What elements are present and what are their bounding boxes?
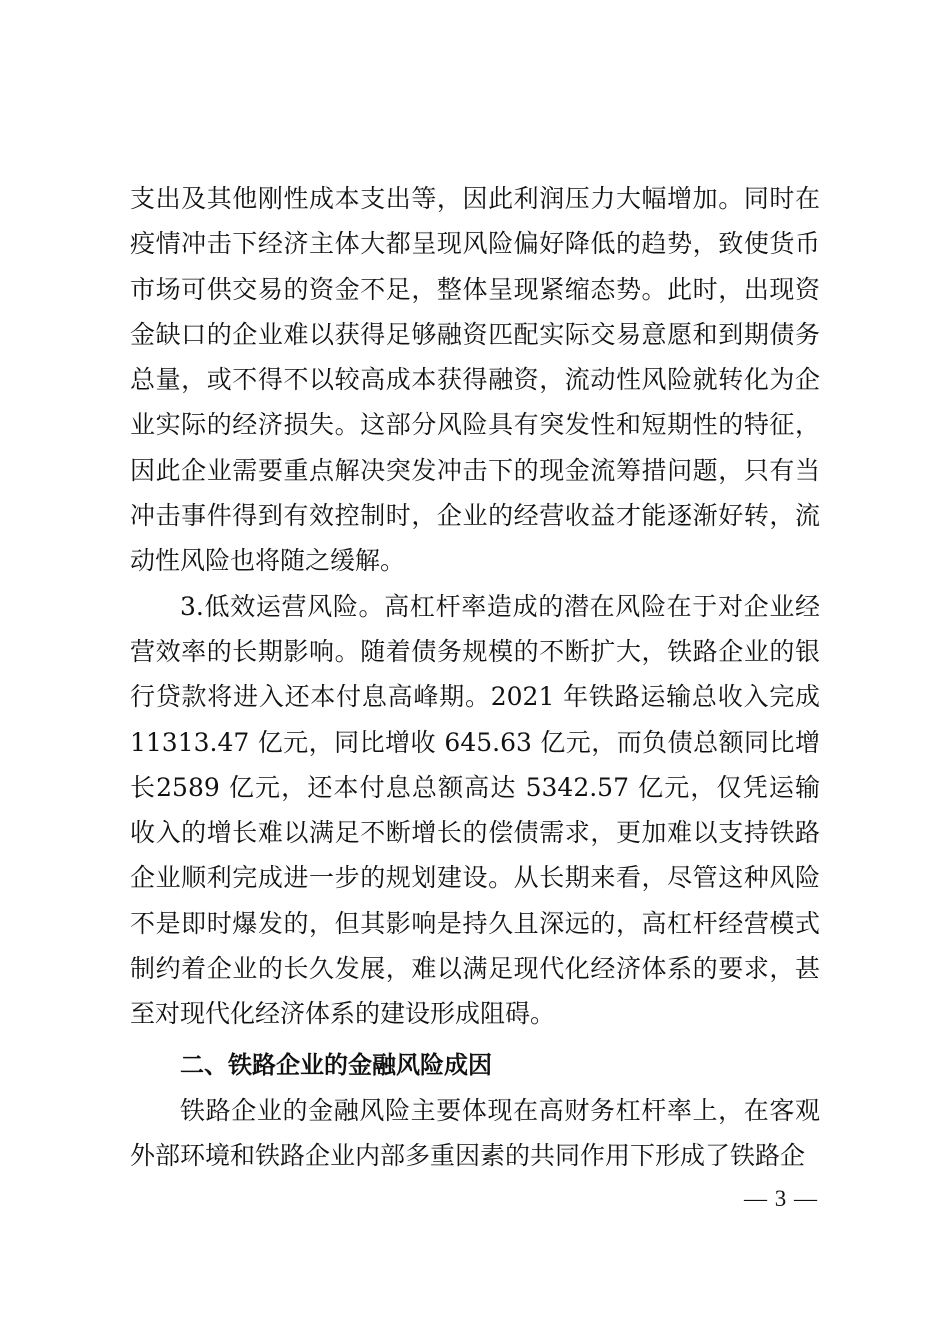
page-number: — 3 —: [744, 1186, 818, 1211]
section-heading: 二、铁路企业的金融风险成因: [180, 1050, 492, 1079]
paragraph-risk-causes: 铁路企业的金融风险主要体现在高财务杠杆率上，在客观外部环境和铁路企业内部多重因素的共同作用下形成了铁路企: [130, 1095, 820, 1171]
paragraph-continuation: 支出及其他刚性成本支出等，因此利润压力大幅增加。同时在疫情冲击下经济主体大都呈现风险偏好降低的趋势，致使货币市场可供交易的资金不足，整体呈现紧缩态势。此时，出现资金缺口的企业难以获得足够融资匹配实际交易意愿和到期债务总量，或不得不以较高成本获得融资，流动性风险就转化为企业实际的经济损失。这部分风险具有突发性和短期性的特征，因此企业需要重点解决突发冲击下的现金流筹措问题，只有当冲击事件得到有效控制时，企业的经营收益才能逐渐好转，流动性风险也将随之缓解。: [130, 184, 820, 576]
document-body: [130, 176, 820, 1179]
paragraph-low-efficiency-risk: 3.低效运营风险。高杠杆率造成的潜在风险在于对企业经营效率的长期影响。随着债务规模的不断扩大，铁路企业的银行贷款将进入还本付息高峰期。2021 年铁路运输总收入完成11313.47 亿元，同比增收 645.63 亿元，而负债总额同比增长2589 亿元，还本付息总额高达 5342.57 亿元，仅凭运输收入的增长难以满足不断增长的偿债需求，更加难以支持铁路企业顺利完成进一步的规划建设。从长期来看，尽管这种风险不是即时爆发的，但其影响是持久且深远的，高杠杆经营模式制约着企业的长久发展，难以满足现代化经济体系的要求，甚至对现代化经济体系的建设形成阻碍。: [130, 591, 820, 1029]
